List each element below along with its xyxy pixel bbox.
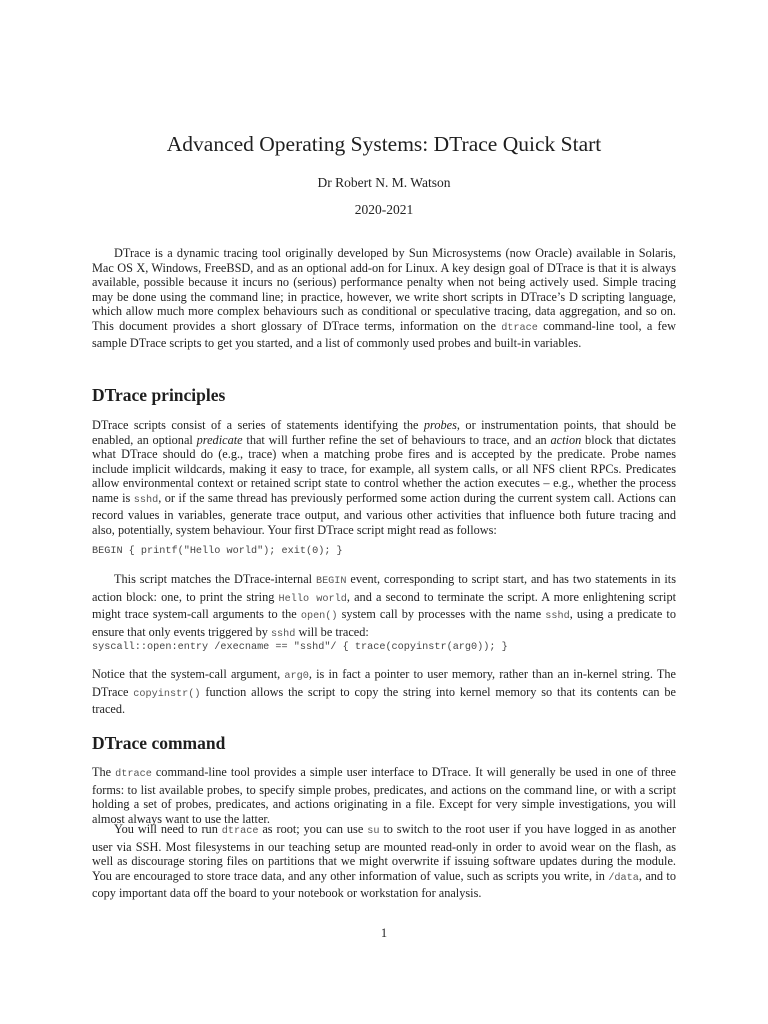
code-example-hello-world: BEGIN { printf("Hello world"); exit(0); } [92, 546, 343, 557]
inline-code: sshd [133, 494, 159, 506]
inline-code: arg0 [284, 671, 309, 682]
document-date: 2020-2021 [354, 202, 414, 217]
inline-code: dtrace [221, 826, 259, 837]
command-paragraph-2: You will need to run dtrace as root; you can use su to switch to the root user if you have logged in as another user via SSH. Most filesystems in our teaching setup are mounted read-only in order to avoid wear on the flash, as well as discourage storing files on partitions that we might overwrite if issuing software updates during the module. You are encouraged to store trace data, and any other information of value, such as scripts you write, in /data, and to copy important data off the board to your notebook or workstation for analysis. [92, 822, 676, 900]
inline-code: dtrace [115, 769, 152, 780]
command-paragraph-1: The dtrace command-line tool provides a simple user interface to DTrace. It will generally be used in one of three forms: to list available probes, to specify simple probes, predicates, and actions on the command line, or with a script holding a set of probes, predicates, and actions originating in a file. Except for very simple investigations, you will almost always want to use the latter. [92, 765, 676, 826]
inline-code: copyinstr() [133, 688, 201, 700]
inline-code: BEGIN [315, 576, 347, 587]
inline-code: su [367, 826, 380, 837]
inline-code: sshd [545, 611, 570, 622]
document-author: Dr Robert N. M. Watson [317, 175, 451, 190]
inline-code: sshd [270, 628, 296, 640]
document-title: Advanced Operating Systems: DTrace Quick Start [166, 132, 602, 156]
inline-code: open() [300, 611, 338, 622]
principles-paragraph-2: This script matches the DTrace-internal BEGIN event, corresponding to script start, and has two statements in its action block: one, to print the string Hello world, and a second to terminate the script. A more enlightening script might trace system-call arguments to the open() system call by processes with the name sshd, using a predicate to ensure that only events triggered by sshd will be traced: [92, 572, 677, 640]
section-heading-command: DTrace command [92, 733, 226, 753]
inline-code: Hello world [278, 593, 347, 605]
code-example-open-trace: syscall::open:entry /execname == "sshd"/ { trace(copyinstr(arg0)); } [92, 642, 508, 653]
intro-paragraph: DTrace is a dynamic tracing tool originally developed by Sun Microsystems (now Oracle) available in Solaris, Mac OS X, Windows, FreeBSD, and as an optional add-on for Linux. A key design goal of DTrace is that it is always available, possible because it incurs no (serious) performance penalty when not being actively used. Simple tracing may be done using the command line; in practice, however, we write short scripts in DTrace’s D scripting language, which allow much more complex behaviours such as conditional or speculative tracing, data aggregation, and so on. This document provides a short glossary of DTrace terms, information on the dtrace command-line tool, a few sample DTrace scripts to get you started, and a list of commonly used probes and built-in variables. [92, 246, 676, 350]
principles-paragraph-3: Notice that the system-call argument, arg0, is in fact a pointer to user memory, rather than an in-kernel string. The DTrace copyinstr() function allows the script to copy the string into kernel memory so that its contents can be traced. [92, 667, 676, 716]
section-heading-principles: DTrace principles [92, 385, 226, 405]
principles-paragraph-1: DTrace scripts consist of a series of statements identifying the probes, or instrumentation points, that should be enabled, an optional predicate that will further refine the set of behaviours to trace, and an action block that dictates what DTrace should do (e.g., trace) when a matching probe fires and is accepted by the predicate. Probe names include implicit wildcards, making it easy to trace, for example, all system calls, or all NFS client RPCs. Predicates allow environmental context or retained script state to control whether the action executes – e.g., whether the process name is sshd, or if the same thread has previously performed some action during the current system call. Actions can record values in variables, generate trace output, and various other activities that influence both future tracing and also, potentially, system behaviour. Your first DTrace script might read as follows: [92, 418, 676, 537]
inline-code: dtrace [501, 322, 538, 334]
inline-code: /data [608, 872, 639, 884]
page-number: 1 [380, 926, 388, 940]
